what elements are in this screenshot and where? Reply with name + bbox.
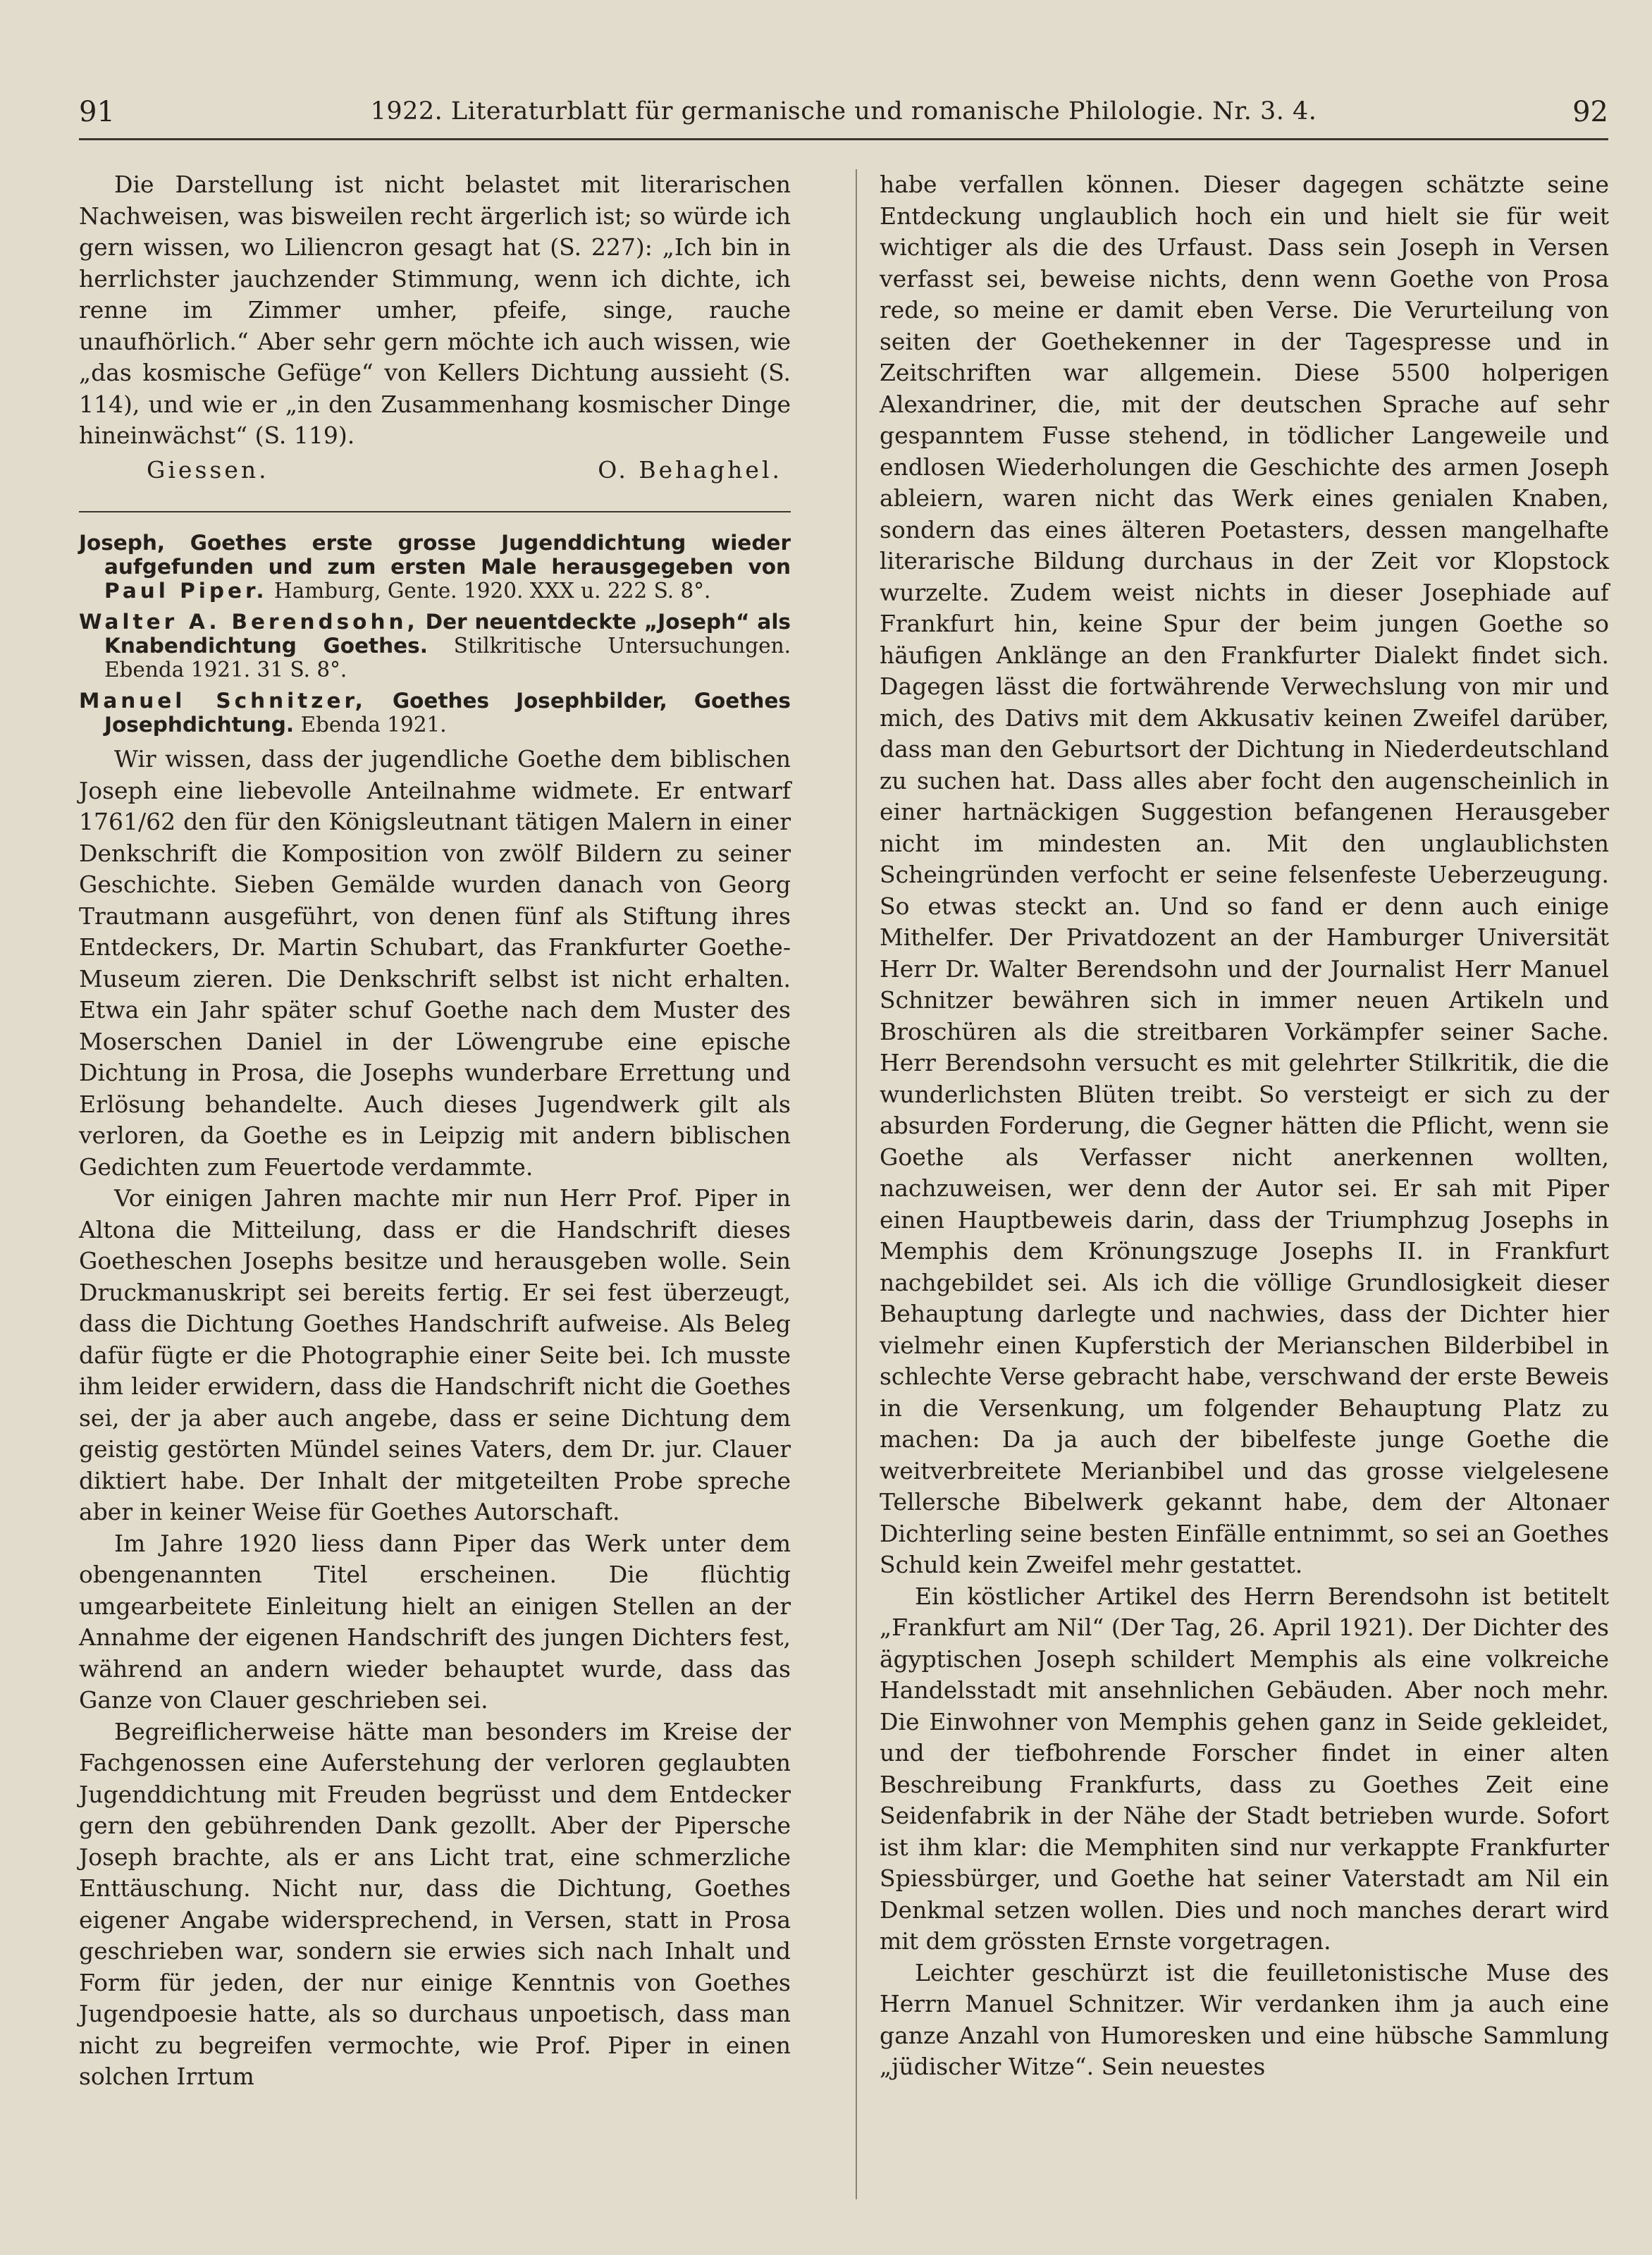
page-header xyxy=(79,83,1608,133)
signature-place: Giessen. xyxy=(147,455,269,484)
page-number-left: 91 xyxy=(79,96,115,128)
column-divider xyxy=(856,169,857,2199)
bib1-meta: Hamburg, Gente. 1920. XXX u. 222 S. 8°. xyxy=(273,579,711,603)
review-signature xyxy=(79,455,791,486)
bib1-editor: Paul Piper. xyxy=(104,579,268,603)
bib3-meta: Ebenda 1921. xyxy=(300,713,447,737)
body-paragraph: Im Jahre 1920 liess dann Piper das Werk unter dem obengenannten Titel erscheinen. Die flüchtig umgearbeitete Einleitung hielt an einigen Stellen an der Annahme der eigenen Handschrift des jungen Dichters fest, während an andern wieder behauptet wurde, dass das Ganze von Clauer geschrieben sei. xyxy=(79,1529,791,1714)
bibliography-entry-1 xyxy=(79,531,791,603)
body-paragraph: Begreiflicherweise hätte man besonders im Kreise der Fachgenossen eine Auferstehung der verloren geglaubten Jugenddichtung mit Freuden begrüsst und dem Entdecker gern den gebührenden Dank gezollt. Aber der Pipersche Joseph brachte, als er ans Licht trat, eine schmerzliche Enttäuschung. Nicht nur, dass die Dichtung, Goethes eigener Angabe widersprechend, in Versen, statt in Prosa geschrieben war, sondern sie erwies sich nach Inhalt und Form für jeden, der nur einige Kenntnis von Goethes Jugendpoesie hatte, als so durchaus unpoetisch, dass man nicht zu begreifen vermochte, wie Prof. Piper in einen solchen Irrtum xyxy=(79,1717,791,2090)
right-column xyxy=(880,169,1609,2083)
body-paragraph: habe verfallen können. Dieser dagegen schätzte seine Entdeckung unglaublich hoch ein und hielt sie für weit wichtiger als die des Urfaust. Dass sein Joseph in Versen verfasst sei, beweise nichts, denn wenn Goethe von Prosa rede, so meine er damit eben Verse. Die Verurteilung von seiten der Goethekenner in der Tagespresse und in Zeitschriften war allgemein. Diese 5500 holperigen Alexandriner, die, mit der deutschen Sprache auf sehr gespanntem Fusse stehend, in tödlicher Langeweile und endlosen Wiederholungen die Geschichte des armen Joseph ableiern, waren nicht das Werk eines genialen Knaben, sondern das eines älteren Poetasters, dessen mangelhafte literarische Bildung durchaus in der Zeit vor Klopstock wurzelte. Zudem weist nichts in dieser Josephiade auf Frankfurt hin, keine Spur der beim jungen Goethe so häufigen Anklänge an den Frankfurter Dialekt findet sich. Dagegen lässt die fortwährende Verwechslung von mir und mich, des Dativs mit dem Akkusativ keinen Zweifel darüber, dass man den Geburtsort der Dichtung in Niederdeutschland zu suchen hat. Dass alles aber focht den augenscheinlich in einer hartnäckigen Suggestion befangenen Herausgeber nicht im mindesten an. Mit den unglaublichsten Scheingründen verfocht er seine felsenfeste Ueberzeugung. So etwas steckt an. Und so fand er denn auch einige Mithelfer. Der Privatdozent an der Hamburger Universität Herr Dr. Walter Berendsohn und der Journalist Herr Manuel Schnitzer bewähren sich in immer neuen Artikeln und Broschüren als die streitbaren Vorkämpfer seiner Sache. Herr Berendsohn versucht es mit gelehrter Stilkritik, die die wunderlichsten Blüten treibt. So versteigt er sich zu der absurden Forderung, die Gegner hätten die Pflicht, wenn sie Goethe als Verfasser nicht anerkennen wollten, nachzuweisen, wer denn der Autor sei. Er sah mit Piper einen Hauptbeweis darin, dass der Triumphzug Josephs in Memphis dem Krönungszuge Josephs II. in Frankfurt nachgebildet sei. Als ich die völlige Grundlosigkeit dieser Behauptung darlegte und nachwies, dass der Dichter hier vielmehr einen Kupferstich der Merianschen Bilderbibel in schlechte Verse gebracht habe, verschwand der erste Beweis in die Versenkung, um folgender Behauptung Platz zu machen: Da ja auch der bibelfeste junge Goethe die weitverbreitete Merianbibel und das grosse vielgelesene Tellersche Bibelwerk gekannt habe, dem der Altonaer Dichterling seine besten Einfälle entnimmt, so sei an Goethes Schuld kein Zweifel mehr gestattet. xyxy=(880,171,1609,1578)
bib1-title: Joseph, Goethes erste grosse Jugenddichtung wieder aufgefunden und zum ersten Male herausgegeben von xyxy=(79,531,791,579)
page-number-right: 92 xyxy=(1572,96,1608,128)
bibliography-entry-3 xyxy=(79,689,791,737)
body-paragraph: Ein köstlicher Artikel des Herrn Berendsohn ist betitelt „Frankfurt am Nil“ (Der Tag, 26. April 1921). Der Dichter des ägyptischen Joseph schildert Memphis als eine volkreiche Handelsstadt mit ansehnlichen Gebäuden. Aber noch mehr. Die Einwohner von Memphis gehen ganz in Seide gekleidet, und der tiefbohrende Forscher findet in einer alten Beschreibung Frankfurts, dass zu Goethes Zeit eine Seidenfabrik in der Nähe der Stadt betrieben wurde. Sofort ist ihm klar: die Memphiten sind nur verkappte Frankfurter Spiessbürger, und Goethe hat seiner Vaterstadt am Nil ein Denkmal setzen wollen. Dies und noch manches derart wird mit dem grössten Ernste vorgetragen. xyxy=(880,1582,1609,1955)
body-paragraph: Vor einigen Jahren machte mir nun Herr Prof. Piper in Altona die Mitteilung, dass er die Handschrift dieses Goetheschen Josephs besitze und herausgeben wolle. Sein Druckmanuskript sei bereits fertig. Er sei fest überzeugt, dass die Dichtung Goethes Handschrift aufweise. Als Beleg dafür fügte er die Photographie einer Seite bei. Ich musste ihm leider erwidern, dass die Handschrift nicht die Goethes sei, der ja aber auch angebe, dass er seine Dichtung dem geistig gestörten Mündel seines Vaters, dem Dr. jur. Clauer diktiert habe. Der Inhalt der mitgeteilten Probe spreche aber in keiner Weise für Goethes Autorschaft. xyxy=(79,1184,791,1525)
body-paragraph: Leichter geschürzt ist die feuilletonistische Muse des Herrn Manuel Schnitzer. Wir verdanken ihm ja auch eine ganze Anzahl von Humoresken und eine hübsche Sammlung „jüdischer Witze“. Sein neuestes xyxy=(880,1958,1609,2080)
bib2-author: Walter A. Berendsohn, xyxy=(79,610,419,634)
bibliography-entry-2 xyxy=(79,610,791,682)
bib3-author: Manuel Schnitzer, xyxy=(79,689,366,713)
header-rule xyxy=(79,138,1608,140)
review-intro-paragraph: Die Darstellung ist nicht belastet mit literarischen Nachweisen, was bisweilen recht ärgerlich ist; so würde ich gern wissen, wo Liliencron gesagt hat (S. 227): „Ich bin in herrlichster jauchzender Stimmung, wenn ich dichte, ich renne im Zimmer umher, pfeife, singe, rauche unaufhörlich.“ Aber sehr gern möchte ich auch wissen, wie „das kosmische Gefüge“ von Kellers Dichtung aussieht (S. 114), und wie er „in den Zusammenhang kosmischer Dinge hineinwächst“ (S. 119). xyxy=(79,171,791,449)
left-column xyxy=(79,169,791,2093)
body-paragraph: Wir wissen, dass der jugendliche Goethe dem biblischen Joseph eine liebevolle Anteilnahme widmete. Er entwarf 1761/62 den für den Königsleutnant tätigen Malern in einer Denkschrift die Komposition von zwölf Bildern zu seiner Geschichte. Sieben Gemälde wurden danach von Georg Trautmann ausgeführt, von denen fünf als Stiftung ihres Entdeckers, Dr. Martin Schubart, das Frankfurter Goethe-Museum zieren. Die Denkschrift selbst ist nicht erhalten. Etwa ein Jahr später schuf Goethe nach dem Muster des Moserschen Daniel in der Löwengrube eine epische Dichtung in Prosa, die Josephs wunderbare Errettung und Erlösung behandelte. Auch dieses Jugendwerk gilt als verloren, da Goethe es in Leipzig mit andern biblischen Gedichten zum Feuertode verdammte. xyxy=(79,745,791,1181)
journal-title: 1922. Literaturblatt für germanische und romanische Philologie. Nr. 3. 4. xyxy=(370,97,1317,125)
signature-name: O. Behaghel. xyxy=(598,455,782,484)
section-separator xyxy=(79,511,791,512)
bib2-meta: Stilkritische Untersuchungen. Ebenda 1921. 31 S. 8°. xyxy=(104,634,791,682)
bib2-title: Der neuentdeckte „Joseph“ als Knabendichtung Goethes. xyxy=(104,610,791,658)
bib3-title: Goethes Josephbilder, Goethes Josephdichtung. xyxy=(104,689,791,737)
